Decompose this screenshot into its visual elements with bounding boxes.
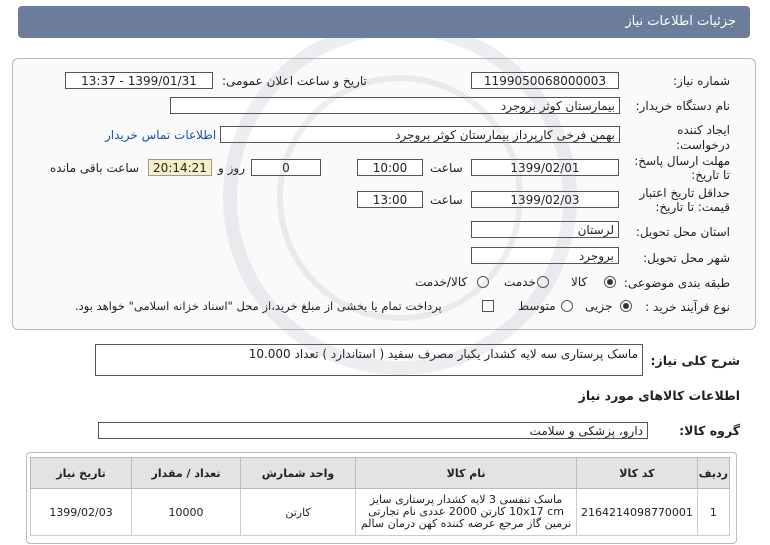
days-field[interactable]: 0 [251,159,321,176]
treasury-checkbox[interactable] [482,300,494,312]
cell-unit: کارتن [240,489,355,536]
creator-label-2: درخواست: [676,138,730,152]
validity-time-field[interactable]: 13:00 [357,191,423,208]
table-row[interactable] [31,489,730,536]
group-field[interactable]: دارو، پزشکی و سلامت [98,422,648,439]
purchase-radio-minor[interactable] [620,300,632,312]
validity-label-1: حداقل تاریخ اعتبار [639,186,730,200]
deadline-date-field[interactable]: 1399/02/01 [471,159,619,176]
col-qty: تعداد / مقدار [132,458,241,489]
description-label: شرح کلی نیاز: [650,353,740,368]
city-field[interactable]: بروجرد [471,247,619,264]
group-label: گروه کالا: [679,423,740,438]
announce-label: تاریخ و ساعت اعلان عمومی: [222,74,367,88]
category-radio-service[interactable] [537,276,549,288]
col-date: تاریخ نیاز [31,458,132,489]
buyer-label: نام دستگاه خریدار: [635,99,730,113]
buyer-field[interactable]: بیمارستان کوثر بروجرد [170,97,620,114]
purchase-option-medium: متوسط [518,299,556,313]
purchase-radio-medium[interactable] [561,300,573,312]
category-option-both: کالا/خدمت [415,275,468,289]
goods-info-title: اطلاعات کالاهای مورد نیاز [578,388,740,403]
cell-code: 2164214098770001 [577,489,698,536]
deadline-label-2: تا تاریخ: [691,168,730,182]
treasury-text: پرداخت تمام یا بخشی از مبلغ خرید،از محل "اسناد خزانه اسلامی" خواهد بود. [75,299,442,313]
province-label: استان محل تحویل: [635,225,730,239]
validity-label-2: قیمت: تا تاریخ: [655,200,730,214]
deadline-time-field[interactable]: 10:00 [357,159,423,176]
header-bar [18,6,750,38]
category-option-service: خدمت [504,275,536,289]
deadline-label-1: مهلت ارسال پاسخ: [634,154,730,168]
col-name: نام کالا [356,458,577,489]
category-label: طبقه بندی موضوعی: [623,276,730,290]
need-number-label: شماره نیاز: [673,74,730,88]
province-field[interactable]: لرستان [471,221,619,238]
need-number-field[interactable]: 1199050068000003 [471,72,619,89]
category-option-goods: کالا [571,275,588,289]
purchase-option-minor: جزیی [585,299,613,313]
cell-name: ماسک تنفسی 3 لایه کشدار پرستاری سایز 10x17 cm کارتن 2000 عددی نام تجارتی نرمین گاز مرجع عرضه کننده کهن درمان سالم [356,489,577,536]
page-header [0,0,770,46]
remaining-label: ساعت باقی مانده [50,161,140,175]
validity-date-field[interactable]: 1399/02/03 [471,191,619,208]
col-code: کد کالا [577,458,698,489]
validity-time-label: ساعت [430,193,463,207]
category-radio-both[interactable] [477,276,489,288]
days-label: روز و [218,161,245,175]
creator-field[interactable]: بهمن فرخی کارپرداز بیمارستان کوثر بروجرد [220,126,620,143]
col-index: ردیف [697,458,729,489]
deadline-time-label: ساعت [430,161,463,175]
description-field[interactable]: ماسک پرستاری سه لایه کشدار یکبار مصرف سفید ( استاندارد ) تعداد 10.000 [95,344,643,376]
header-title: جزئیات اطلاعات نیاز [625,14,736,29]
category-radio-goods[interactable] [604,276,616,288]
city-label: شهر محل تحویل: [643,251,730,265]
cell-qty: 10000 [132,489,241,536]
contact-buyer-link[interactable]: اطلاعات تماس خریدار [105,128,217,142]
purchase-label: نوع فرآیند خرید : [645,300,730,314]
creator-label-1: ایجاد کننده [677,123,730,137]
remaining-time-field: 20:14:21 [148,159,212,176]
col-unit: واحد شمارش [240,458,355,489]
items-table [30,457,730,536]
cell-date: 1399/02/03 [31,489,132,536]
cell-index: 1 [697,489,729,536]
announce-field[interactable]: 1399/01/31 - 13:37 [65,72,213,89]
